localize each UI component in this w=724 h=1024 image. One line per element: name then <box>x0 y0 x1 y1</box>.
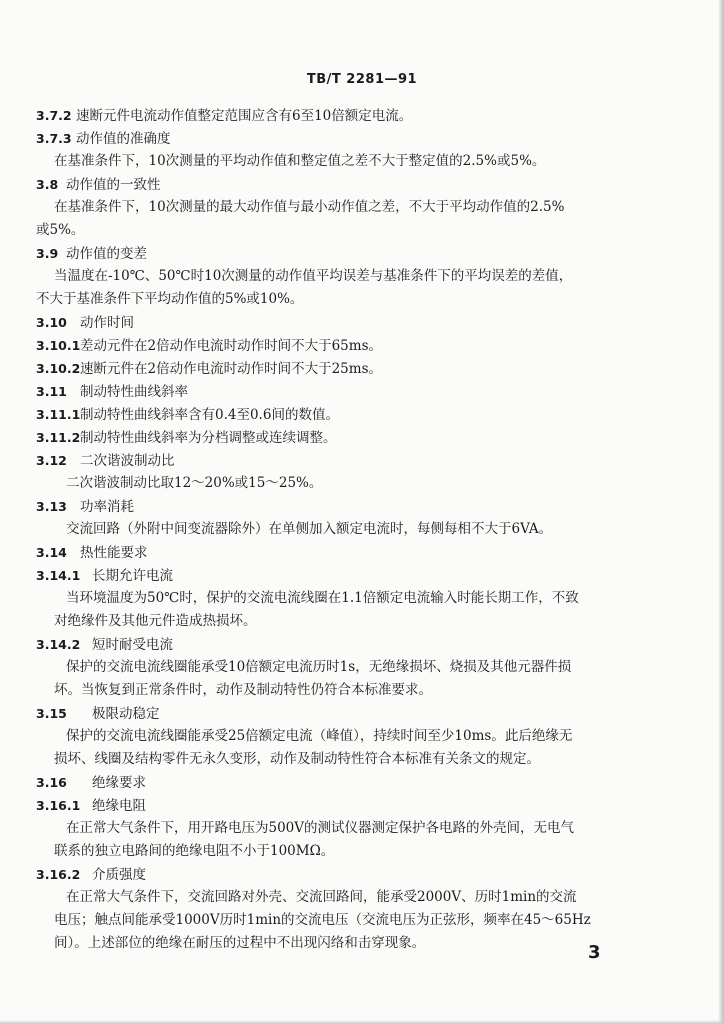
clause-title: 二次谐波制动比 <box>80 453 175 469</box>
clause-number: 3.12 <box>36 453 67 468</box>
clause-title: 绝缘要求 <box>92 775 146 791</box>
clause-title: 介质强度 <box>92 867 146 883</box>
clause-title: 功率消耗 <box>80 499 134 515</box>
clause-number: 3.9 <box>36 246 59 261</box>
clause-3-12-body: 二次谐波制动比取12～20%或15～25%。 <box>66 475 323 491</box>
page-number: 3 <box>588 942 601 963</box>
clause-number: 3.11.1 <box>36 407 81 422</box>
clause-3-16-1-body-line: 在正常大气条件下，用开路电压为500V的测试仪器测定保护各电路的外壳间，无电气 <box>66 820 575 836</box>
clause-3-16-1-body-line: 联系的独立电路间的绝缘电阻不小于100MΩ。 <box>54 843 335 859</box>
clause-number: 3.14 <box>36 545 67 560</box>
clause-3-9-body-line: 不大于基准条件下平均动作值的5%或10%。 <box>36 291 304 307</box>
clause-number: 3.10.1 <box>36 338 81 353</box>
clause-3-14-2-heading <box>36 633 686 656</box>
clause-number: 3.15 <box>36 706 67 721</box>
clause-number: 3.11 <box>36 384 67 399</box>
clause-number: 3.7.3 <box>36 131 72 146</box>
clause-3-8-body-line: 在基准条件下，10次测量的最大动作值与最小动作值之差，不大于平均动作值的2.5% <box>54 199 565 215</box>
clause-3-8-heading <box>36 173 686 196</box>
clause-3-13-heading <box>36 495 686 518</box>
clause-title: 动作值的变差 <box>66 246 147 262</box>
clause-3-11-1 <box>36 403 686 426</box>
clause-3-12-heading <box>36 449 686 472</box>
clause-3-16-2-heading <box>36 863 686 886</box>
clause-text: 差动元件在2倍动作电流时动作时间不大于65ms。 <box>80 338 382 354</box>
document-body <box>36 104 686 955</box>
clause-title: 动作值的一致性 <box>66 177 161 193</box>
clause-title: 绝缘电阻 <box>92 798 146 814</box>
scan-edge-shadow <box>0 1020 724 1024</box>
clause-3-14-2-body-line: 保护的交流电流线圈能承受10倍额定电流历时1s，无绝缘损坏、烧损及其他元器件损 <box>66 659 572 675</box>
clause-title: 热性能要求 <box>80 545 148 561</box>
standard-code-header: TB/T 2281—91 <box>306 72 418 87</box>
clause-3-7-3-heading <box>36 127 686 150</box>
clause-text: 速断元件电流动作值整定范围应含有6至10倍额定电流。 <box>76 108 413 124</box>
clause-3-16-1-heading <box>36 794 686 817</box>
clause-3-13-body: 交流回路（外附中间变流器除外）在单侧加入额定电流时，每侧每相不大于6VA。 <box>66 521 553 537</box>
clause-title: 制动特性曲线斜率 <box>80 384 188 400</box>
clause-title: 长期允许电流 <box>92 568 173 584</box>
clause-text: 制动特性曲线斜率含有0.4至0.6间的数值。 <box>80 407 339 423</box>
clause-text: 制动特性曲线斜率为分档调整或连续调整。 <box>80 430 337 446</box>
clause-title: 短时耐受电流 <box>92 637 173 653</box>
clause-number: 3.10 <box>36 315 67 330</box>
clause-number: 3.14.1 <box>36 568 81 583</box>
clause-number: 3.16 <box>36 775 67 790</box>
clause-number: 3.16.1 <box>36 798 81 813</box>
clause-3-7-2 <box>36 104 686 127</box>
clause-title: 动作时间 <box>80 315 134 331</box>
clause-3-16-2-body-line: 在正常大气条件下，交流回路对外壳、交流回路间，能承受2000V、历时1min的交流 <box>66 889 577 905</box>
clause-3-14-1-body-line: 对绝缘件及其他元件造成热损坏。 <box>54 613 257 629</box>
clause-3-9-body-line: 当温度在-10℃、50℃时10次测量的动作值平均误差与基准条件下的平均误差的差值， <box>54 268 573 284</box>
clause-number: 3.10.2 <box>36 361 81 376</box>
clause-3-11-2 <box>36 426 686 449</box>
clause-3-14-heading <box>36 541 686 564</box>
clause-number: 3.16.2 <box>36 867 81 882</box>
clause-title: 极限动稳定 <box>92 706 160 722</box>
clause-3-8-body-line: 或5%。 <box>36 222 85 238</box>
clause-3-15-body-line: 保护的交流电流线圈能承受25倍额定电流（峰值），持续时间至少10ms。此后绝缘无 <box>66 728 573 744</box>
clause-3-16-heading <box>36 771 686 794</box>
clause-3-7-3-body: 在基准条件下，10次测量的平均动作值和整定值之差不大于整定值的2.5%或5%。 <box>54 153 546 169</box>
clause-3-14-1-heading <box>36 564 686 587</box>
clause-3-15-heading <box>36 702 686 725</box>
clause-3-10-heading <box>36 311 686 334</box>
clause-number: 3.7.2 <box>36 108 72 123</box>
clause-3-10-1 <box>36 334 686 357</box>
clause-3-10-2 <box>36 357 686 380</box>
clause-3-16-2-body-line: 间）。上述部位的绝缘在耐压的过程中不出现闪络和击穿现象。 <box>54 935 426 951</box>
clause-3-14-2-body-line: 坏。当恢复到正常条件时，动作及制动特性仍符合本标准要求。 <box>54 682 432 698</box>
clause-text: 速断元件在2倍动作电流时动作时间不大于25ms。 <box>80 361 382 377</box>
clause-title: 动作值的准确度 <box>76 131 171 147</box>
clause-3-16-2-body-line: 电压；触点间能承受1000V历时1min的交流电压（交流电压为正弦形，频率在45～65Hz <box>54 912 591 928</box>
clause-number: 3.13 <box>36 499 67 514</box>
clause-number: 3.11.2 <box>36 430 81 445</box>
clause-3-15-body-line: 损坏、线圈及结构零件无永久变形，动作及制动特性符合本标准有关条文的规定。 <box>54 751 540 767</box>
clause-3-9-heading <box>36 242 686 265</box>
clause-3-14-1-body-line: 当环境温度为50℃时，保护的交流电流线圈在1.1倍额定电流输入时能长期工作，不致 <box>66 590 579 606</box>
clause-3-11-heading <box>36 380 686 403</box>
clause-number: 3.8 <box>36 177 59 192</box>
clause-number: 3.14.2 <box>36 637 81 652</box>
scan-edge-shadow <box>718 0 724 1024</box>
